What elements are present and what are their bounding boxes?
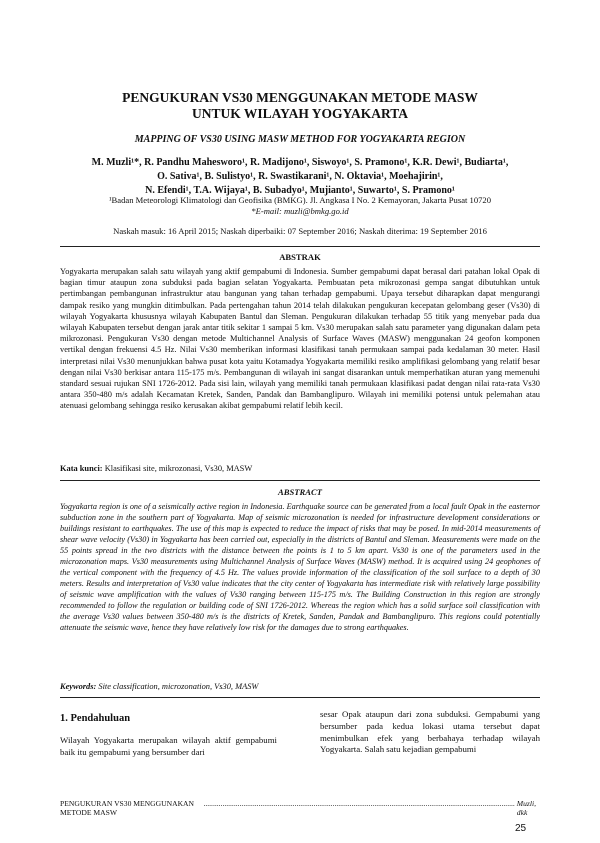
running-footer: [60, 799, 540, 817]
english-title: MAPPING OF VS30 USING MASW METHOD FOR YOGYAKARTA REGION: [134, 134, 466, 145]
submission-dates: Naskah masuk: 16 April 2015; Naskah diperbaiki: 07 September 2016; Naskah diterima: 19 September 2016: [113, 226, 487, 236]
abstrak-heading: ABSTRAK: [279, 252, 321, 262]
kata-kunci-text: Klasifikasi site, mikrozonasi, Vs30, MASW: [102, 464, 253, 473]
authors-line-1: M. Muzli¹*, R. Pandhu Mahesworo¹, R. Madijono¹, Siswoyo¹, S. Pramono¹, K.R. Dewi¹, Budiarta¹,: [91, 157, 509, 168]
keywords-label: Keywords:: [60, 682, 97, 691]
footer-author: Muzli, dkk: [516, 799, 536, 817]
divider-top: [60, 246, 540, 247]
divider-middle: [60, 480, 540, 481]
abstrak-text: Yogyakarta merupakan salah satu wilayah yang aktif gempabumi di Indonesia. Sumber gempabumi dapat berasal dari patahan lokal Opak di bagian timur ataupun zona subduksi pada bagian selatan Yogyakarta. Pembuatan peta mikrozonasi gempa sangat dibutuhkan untuk pertimbangan pembangunan infrastruktur atau bangunan yang tahan terhadap gempabumi. Upaya tersebut diharapkan dapat mengurangi dampak resiko yang mungkin ditimbulkan. Pada pertengahan tahun 2014 telah dilakukan pengukuran kecepatan gelombang geser (Vs30) di wilayah Yogyakarta khususnya wilayah Kabupaten Bantul dan Sleman. Pengukuran dilakukan terhadap 55 titik yang menyebar pada dua wilayah Kabupaten tersebut dengan jarak antar titik sekitar 1 sampai 5 km. Vs30 merupakan salah satu parameter yang digunakan dalam peta mikrozonasi. Pengukuran Vs30 dengan metode Multichannel Analysis of Surface Waves (MASW) menggunakan 24 geofon komponen vertikal dengan frekuensi 4.5 Hz. Nilai Vs30 memberikan informasi klasifikasi tanah permukaan sampai pada kedalaman 30 meter. Hasil interpretasi nilai Vs30 menunjukkan bahwa pusat kota yaitu Kotamadya Yogyakarta memiliki resiko amplifikasi gelombang yang relatif besar dengan nilai Vs30 berkisar antara 115-175 m/s. Pembangunan di wilayah ini sangat disarankan untuk memperhatikan aturan yang memenuhi standard sesuai rujukan SNI 1726-2012. Pada sisi lain, wilayah yang memiliki tanah permukaan klasifikasi padat dengan nilai rata-rata Vs30 antara 350-480 m/s adalah Kecamatan Kretek, Sanden, Pandak dan Bambanglipuro. Wilayah ini memiliki potensi untuk pelemahan atau atenuasi gelombang sehingga resiko kerusakan akibat gempabumi relatif lebih kecil.: [60, 267, 540, 411]
affiliation: ¹Badan Meteorologi Klimatologi dan Geofisika (BMKG). Jl. Angkasa I No. 2 Kemayoran, Jakarta Pusat 10720: [108, 195, 492, 205]
abstract-heading: ABSTRACT: [278, 487, 322, 497]
page-number: 25: [515, 823, 527, 834]
footer-dots: ....................................................................................................................................................................: [203, 799, 515, 808]
title-line-2: UNTUK WILAYAH YOGYAKARTA: [191, 106, 409, 121]
body-column-right: sesar Opak ataupun dari zona subduksi. Gempabumi yang bersumber pada kedua lokasi utama tersebut dapat menimbulkan efek yang berbahaya terhadap wilayah Yogyakarta. Salah satu kejadian gempabumi: [320, 709, 540, 755]
author-list: [60, 156, 540, 198]
kata-kunci-label: Kata kunci:: [60, 464, 103, 473]
authors-line-3: N. Efendi¹, T.A. Wijaya¹, B. Subadyo¹, Mujianto¹, Suwarto¹, S. Pramono¹: [145, 185, 455, 196]
body-column-left: Wilayah Yogyakarta merupakan wilayah aktif gempabumi baik itu gempabumi yang bersumber dari: [60, 735, 277, 757]
keywords-text: Site classification, microzonation, Vs30, MASW: [96, 682, 259, 691]
authors-line-2: O. Sativa¹, B. Sulistyo¹, R. Swastikarani¹, N. Oktavia¹, Moehajirin¹,: [157, 171, 443, 182]
kata-kunci: [60, 464, 540, 473]
paper-title: [60, 90, 540, 122]
affiliation-block: [60, 195, 540, 217]
keywords: [60, 682, 540, 691]
footer-title: PENGUKURAN VS30 MENGGUNAKAN METODE MASW: [60, 799, 195, 817]
section-heading: 1. Pendahuluan: [60, 713, 131, 724]
abstract-text: Yogyakarta region is one of a seismically active region in Indonesia. Earthquake source can be generated from a local fault Opak in the easternor subduction zone in the southern part of Yogyakarta. Map of seismic microzonation is needed for infrastructure development considerations or buildings resistant to earthquakes. The use of this map is expected to reduce the impact of risks that may be posed. In mid-2014 measurements of shear wave velocity (Vs30) in Yogyakarta has been carried out, especially in the districts of Bantul and Sleman. Measurements were made on the 55 points spread in the two districts with the distance between the points is 1 to 5 km apart. Vs30 is one of the parameters used in the microzonation maps. Vs30 measurements using Multichannel Analysis of Surface Waves (MASW) method. It is acquired using 24 geophones of the vertical component with the frequency of 4.5 Hz. The values provide information of the classification of the soil surface to a depth of 30 meters. Results and interpretation of Vs30 value indicates that the city center of Yogyakarta has intermediate risk with relatively large possibility of seismic wave amplification with the values of Vs30 ranging between 115-175 m/s. The Building Construction in this region are strongly recommended to follow the regulation or building code of SNI 1726-2012. Whereas the region which has a solid surface soil classification with the average Vs30 values between 350-480 m/s is the districts of Kretek, Sanden, Pandak and Bambanglipuro. This regions could potentially attenuate the seismic wave, hence they have relatively low risk for the damages due to strong earthquakes.: [60, 502, 540, 632]
divider-bottom: [60, 697, 540, 698]
email: *E-mail: muzli@bmkg.go.id: [251, 206, 349, 216]
title-line-1: PENGUKURAN VS30 MENGGUNAKAN METODE MASW: [122, 90, 478, 105]
